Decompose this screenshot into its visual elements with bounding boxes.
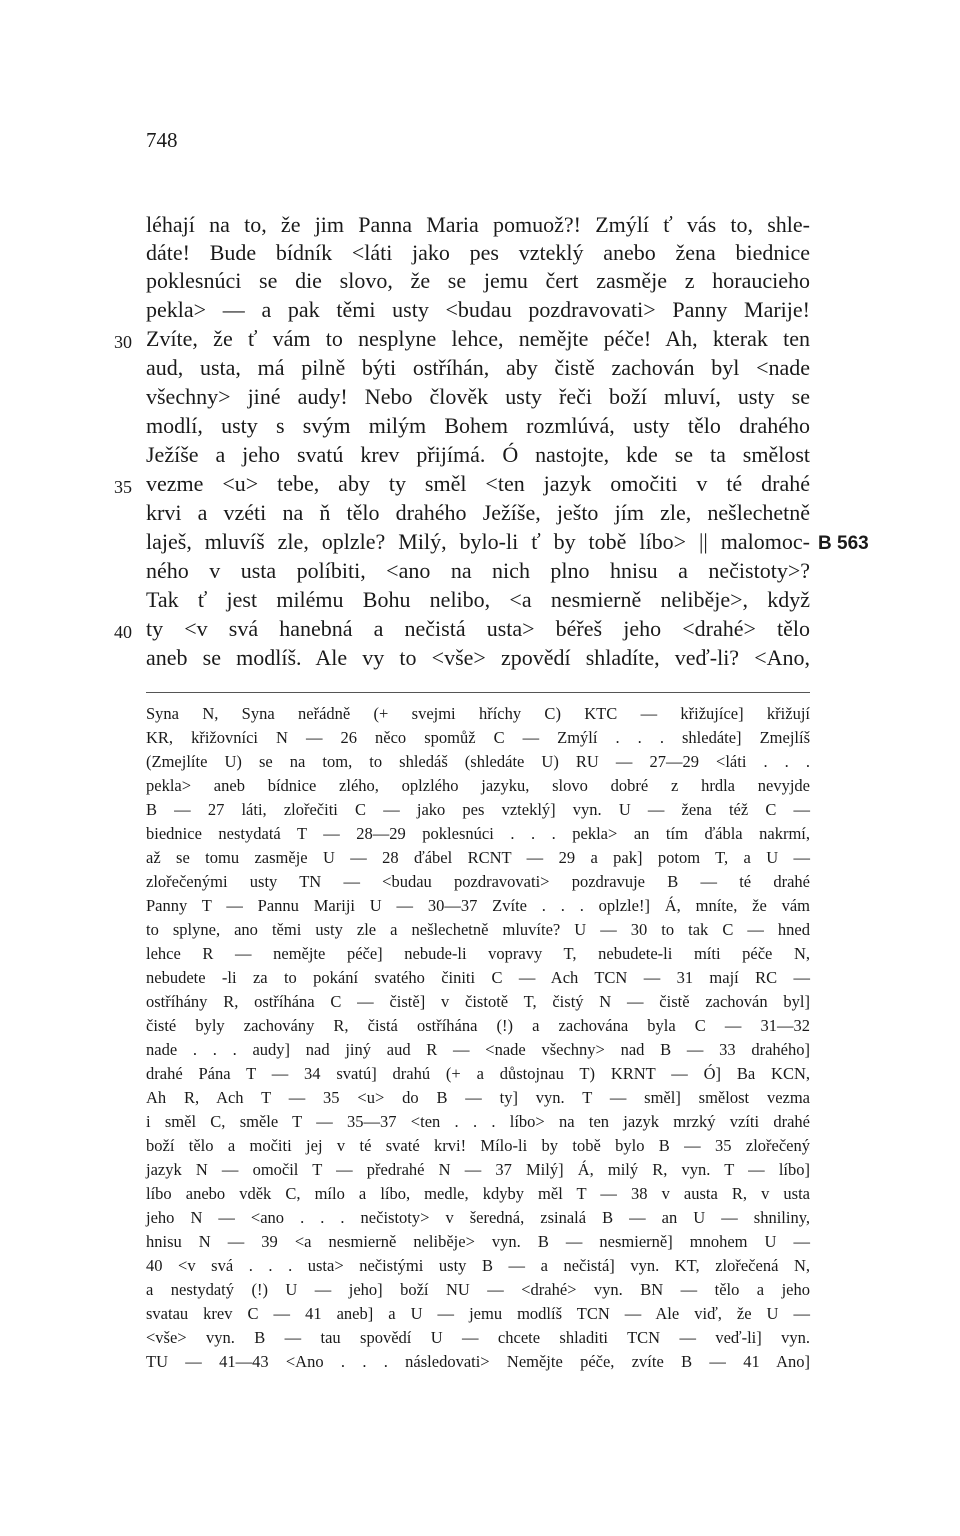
main-text-line: dáte! Bude bídník <láti jako pes vzteklý anebo žena biednice — [146, 240, 810, 265]
line-number: 35 — [114, 477, 132, 497]
apparatus-line: hnisu N — 39 <a nesmierně neliběje> vyn. B — nesmierně] mnohem U — — [146, 1232, 810, 1251]
main-text-line: léhají na to, že jim Panna Maria pomuož?! Zmýlí ť vás to, shle- — [146, 212, 810, 237]
main-text-line: laješ, mluvíš zle, oplzle? Milý, bylo-li ť by tobě líbo> || malomoc- — [146, 529, 810, 554]
main-text-line: pekla> — a pak těmi usty <budau pozdravovati> Panny Marije! — [146, 297, 810, 322]
apparatus-line: až se tomu zasměje U — 28 ďábel RCNT — 29 a pak] potom T, a U — — [146, 848, 810, 867]
footnote-divider — [146, 692, 810, 693]
apparatus-line: nebudete -li za to pokání svatého činiti C — Ach TCN — 31 mají RC — — [146, 968, 810, 987]
apparatus-line: lehce R — nemějte péče] nebude-li vopravy T, nebudete-li míti péče N, — [146, 944, 810, 963]
page-number: 748 — [146, 128, 178, 152]
apparatus-line: to splyne, ano těmi usty zle a nešlechetně mluvíte? U — 30 to tak C — hned — [146, 920, 810, 939]
main-text-line: modlí, usty s svým milým Bohem rozmlúvá, usty tělo drahého — [146, 413, 810, 438]
apparatus-line: boží tělo a močiti jej v té svaté krvi! Mílo-li by tobě bylo B — 35 zlořečený — [146, 1136, 810, 1155]
apparatus-line: Syna N, Syna neřádně (+ svejmi hříchy C) KTC — křižujíce] křižují — [146, 704, 810, 723]
main-text-line: aneb se modlíš. Ale vy to <vše> zpovědí shladíte, veď-li? <Ano, — [146, 645, 810, 670]
apparatus-line: svatau krev C — 41 aneb] a U — jemu modlíš TCN — Ale viď, že U — — [146, 1304, 810, 1323]
apparatus-line: ostříhány R, ostříhána C — čistě] v čistotě T, čistý N — čistě zachován byl] — [146, 992, 810, 1011]
main-text-line: poklesnúci se die slovo, že se jemu čert zasměje z horaucieho — [146, 268, 810, 293]
apparatus-line: <vše> vyn. B — tau spovědí U — chcete shladiti TCN — veď-li] vyn. — [146, 1328, 810, 1347]
main-text-line: Ježíše a jeho svatú krev přijímá. Ó nastojte, kde se ta smělost — [146, 442, 810, 467]
apparatus-line: líbo anebo vděk C, mílo a líbo, medle, kdyby měl T — 38 v austa R, v usta — [146, 1184, 810, 1203]
apparatus-line: Panny T — Pannu Mariji U — 30—37 Zvíte . . . oplzle!] Á, mníte, že vám — [146, 896, 810, 915]
main-text-line: vezme <u> tebe, aby ty směl <ten jazyk omočiti v té drahé — [146, 471, 810, 496]
apparatus-line: zlořečenými usty TN — <budau pozdravovati> pozdravuje B — té drahé — [146, 872, 810, 891]
apparatus-line: čisté byly zachovány R, čistá ostříhána (!) a zachována byla C — 31—32 — [146, 1016, 810, 1035]
apparatus-line: B — 27 láti, zlořečiti C — jako pes vzteklý] vyn. U — žena též C — — [146, 800, 810, 819]
line-number: 40 — [114, 622, 132, 642]
apparatus-line: a nestydatý (!) U — jeho] boží NU — <drahé> vyn. BN — tělo a jeho — [146, 1280, 810, 1299]
apparatus-line: jeho N — <ano . . . nečistoty> v šeredná, zsinalá B — an U — shniliny, — [146, 1208, 810, 1227]
margin-page-reference: B 563 — [818, 533, 869, 554]
apparatus-line: biednice nestydatá T — 28—29 poklesnúci . . . pekla> an tím ďábla nakrmí, — [146, 824, 810, 843]
main-text-line: všechny> jiné audy! Nebo člověk usty řeči boží mluví, usty se — [146, 384, 810, 409]
main-text-line: aud, usta, má pilně býti ostříhán, aby čistě zachován byl <nade — [146, 355, 810, 380]
apparatus-line: jazyk N — omočil T — předrahé N — 37 Milý] Á, milý R, vyn. T — líbo] — [146, 1160, 810, 1179]
apparatus-line: pekla> aneb bídnice zlého, oplzlého jazyku, slovo dobré z hrdla nevyjde — [146, 776, 810, 795]
main-text-line: Zvíte, že ť vám to nesplyne lehce, nemějte péče! Ah, kterak ten — [146, 326, 810, 351]
main-text-line: krvi a vzéti na ň tělo drahého Ježíše, ješto jím zle, nešlechetně — [146, 500, 810, 525]
apparatus-line: (Zmejlíte U) se na tom, to shledáš (shledáte U) RU — 27—29 <láti . . . — [146, 752, 810, 771]
apparatus-line: KR, křižovníci N — 26 něco spomůž C — Zmýlí . . . shledáte] Zmejlíš — [146, 728, 810, 747]
apparatus-line: nade . . . audy] nad jiný aud R — <nade všechny> nad B — 33 drahého] — [146, 1040, 810, 1059]
main-text-line: ty <v svá hanebná a nečistá usta> béřeš jeho <drahé> tělo — [146, 616, 810, 641]
apparatus-line: Ah R, Ach T — 35 <u> do B — ty] vyn. T — směl] smělost vezma — [146, 1088, 810, 1107]
apparatus-line: i směl C, směle T — 35—37 <ten . . . líbo> na ten jazyk mrzký vzíti drahé — [146, 1112, 810, 1131]
apparatus-line: TU — 41—43 <Ano . . . následovati> Nemějte péče, zvíte B — 41 Ano] — [146, 1352, 810, 1371]
main-text-line: ného v usta políbiti, <ano na nich plno hnisu a nečistoty>? — [146, 558, 810, 583]
main-text-line: Tak ť jest milému Bohu nelibo, <a nesmierně neliběje>, když — [146, 587, 810, 612]
line-number: 30 — [114, 332, 132, 352]
apparatus-line: 40 <v svá . . . usta> nečistými usty B — a nečistá] vyn. KT, zlořečená N, — [146, 1256, 810, 1275]
apparatus-line: drahé Pána T — 34 svatú] drahú (+ a důstojnau T) KRNT — Ó] Ba KCN, — [146, 1064, 810, 1083]
